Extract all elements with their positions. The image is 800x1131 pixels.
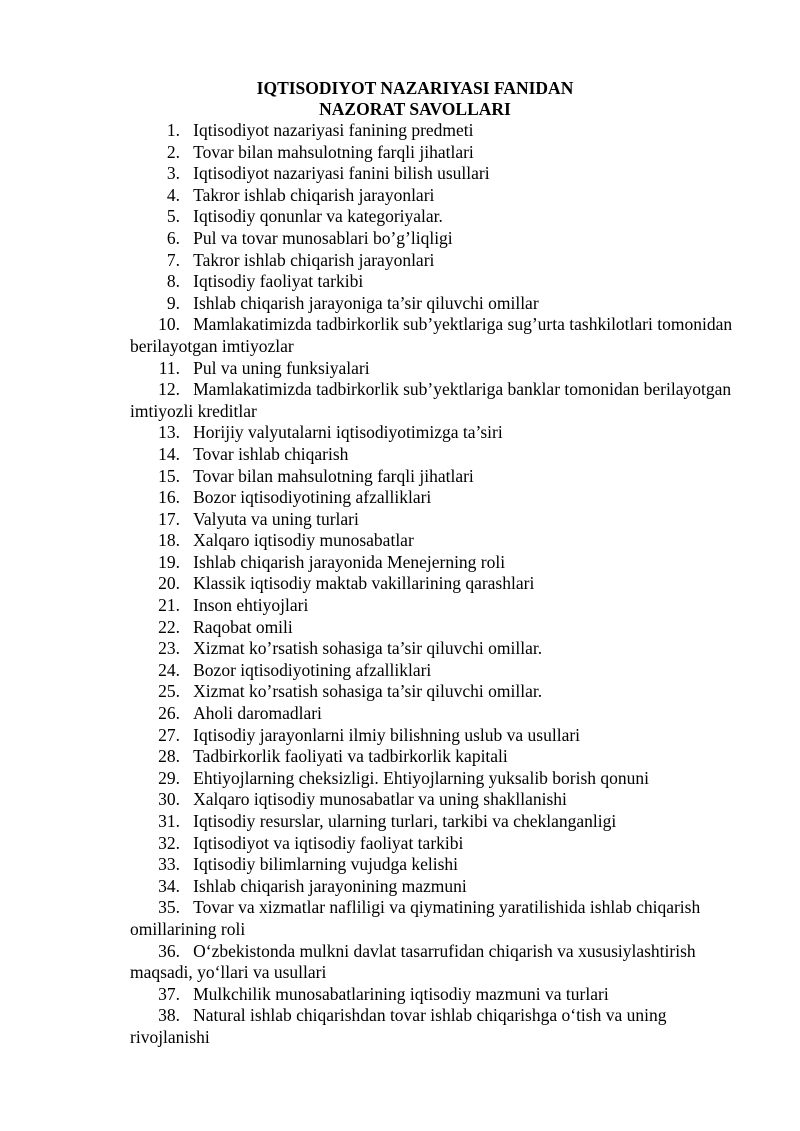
- question-text: Ehtiyojlarning cheksizligi. Ehtiyojlarning yuksalib borish qonuni: [193, 767, 650, 788]
- question-number: 11.: [158, 357, 180, 378]
- number-gap: [180, 185, 193, 205]
- number-gap: [180, 789, 193, 809]
- question-item: [130, 314, 750, 357]
- question-text: Ishlab chiqarish jarayonining mazmuni: [193, 875, 467, 896]
- question-item: [130, 1005, 750, 1048]
- question-number: 37.: [158, 983, 180, 1004]
- question-item: [130, 552, 750, 574]
- question-item: [130, 789, 750, 811]
- question-list: [130, 120, 750, 1049]
- number-gap: [180, 1005, 193, 1025]
- question-item: [130, 746, 750, 768]
- question-item: [130, 185, 750, 207]
- number-gap: [180, 703, 193, 723]
- question-number: 19.: [158, 551, 180, 572]
- number-gap: [180, 811, 193, 831]
- question-item: [130, 379, 750, 422]
- question-number: 10.: [158, 314, 180, 335]
- question-text: Iqtisodiy qonunlar va kategoriyalar.: [193, 206, 443, 227]
- number-gap: [180, 530, 193, 550]
- question-text: Iqtisodiy bilimlarning vujudga kelishi: [193, 854, 459, 875]
- number-gap: [180, 466, 193, 486]
- number-gap: [180, 854, 193, 874]
- question-number: 23.: [158, 638, 180, 659]
- question-text: Klassik iqtisodiy maktab vakillarining qarashlari: [193, 573, 535, 594]
- question-text: Raqobat omili: [193, 616, 293, 637]
- question-text: Valyuta va uning turlari: [193, 508, 359, 529]
- question-number: 31.: [158, 811, 180, 831]
- question-item: [130, 941, 750, 984]
- question-text: Inson ehtiyojlari: [193, 595, 309, 616]
- question-number: 8.: [166, 271, 180, 292]
- question-number: 28.: [158, 746, 180, 767]
- question-item: [130, 876, 750, 898]
- question-number: 6.: [166, 227, 180, 248]
- question-number: 21.: [158, 595, 180, 616]
- question-item: [130, 530, 750, 552]
- question-item: [130, 897, 750, 940]
- question-item: [130, 466, 750, 488]
- question-number: 1.: [166, 120, 180, 140]
- question-item: [130, 120, 750, 142]
- question-item: [130, 703, 750, 725]
- number-gap: [180, 120, 193, 140]
- question-text: Xalqaro iqtisodiy munosabatlar: [193, 530, 414, 551]
- question-text: Mamlakatimizda tadbirkorlik sub’yektlariga banklar tomonidan berilayotgan imtiyozli kreditlar: [130, 379, 732, 421]
- question-item: [130, 768, 750, 790]
- number-gap: [180, 358, 193, 378]
- question-number: 25.: [158, 681, 180, 702]
- number-gap: [180, 833, 193, 853]
- question-number: 4.: [166, 184, 180, 205]
- question-text: Natural ishlab chiqarishdan tovar ishlab chiqarishga o‘tish va uning rivojlanishi: [130, 1005, 667, 1047]
- question-item: [130, 833, 750, 855]
- number-gap: [180, 681, 193, 701]
- question-item: [130, 487, 750, 509]
- question-number: 17.: [158, 508, 180, 529]
- question-item: [130, 638, 750, 660]
- number-gap: [180, 271, 193, 291]
- question-number: 16.: [158, 487, 180, 508]
- number-gap: [180, 487, 193, 507]
- question-number: 9.: [166, 292, 180, 313]
- title-line-1: IQTISODIYOT NAZARIYASI FANIDAN: [256, 78, 574, 98]
- question-number: 18.: [158, 530, 180, 551]
- question-item: [130, 206, 750, 228]
- question-text: Xizmat ko’rsatish sohasiga ta’sir qiluvchi omillar.: [193, 681, 543, 702]
- question-number: 35.: [158, 897, 180, 918]
- question-item: [130, 660, 750, 682]
- question-text: Pul va tovar munosablari bo’g’liqligi: [193, 227, 453, 248]
- question-number: 29.: [158, 767, 180, 788]
- question-number: 12.: [158, 379, 180, 400]
- document-title: [0, 78, 800, 120]
- question-text: Tadbirkorlik faoliyati va tadbirkorlik kapitali: [193, 746, 508, 767]
- question-number: 22.: [158, 616, 180, 637]
- question-number: 24.: [158, 659, 180, 680]
- question-text: Iqtisodiy faoliyat tarkibi: [193, 271, 364, 292]
- question-number: 15.: [158, 465, 180, 486]
- question-text: Mamlakatimizda tadbirkorlik sub’yektlariga sug’urta tashkilotlari tomonidan berilayotgan imtiyozlar: [130, 314, 733, 356]
- question-item: [130, 811, 750, 833]
- question-item: [130, 509, 750, 531]
- number-gap: [180, 595, 193, 615]
- question-text: Xalqaro iqtisodiy munosabatlar va uning shakllanishi: [193, 789, 567, 810]
- title-line-2: NAZORAT SAVOLLARI: [319, 99, 511, 119]
- question-text: Iqtisodiyot nazariyasi fanining predmeti: [193, 120, 474, 140]
- question-item: [130, 250, 750, 272]
- number-gap: [180, 206, 193, 226]
- question-number: 26.: [158, 703, 180, 724]
- question-item: [130, 854, 750, 876]
- question-number: 30.: [158, 789, 180, 810]
- number-gap: [180, 142, 193, 162]
- question-number: 20.: [158, 573, 180, 594]
- question-number: 36.: [158, 940, 180, 961]
- question-text: Tovar bilan mahsulotning farqli jihatlari: [193, 141, 474, 162]
- number-gap: [180, 876, 193, 896]
- question-item: [130, 228, 750, 250]
- number-gap: [180, 293, 193, 313]
- question-number: 2.: [166, 141, 180, 162]
- number-gap: [180, 941, 193, 961]
- number-gap: [180, 422, 193, 442]
- question-text: Iqtisodiyot va iqtisodiy faoliyat tarkibi: [193, 832, 464, 853]
- question-text: Aholi daromadlari: [193, 703, 322, 724]
- question-number: 3.: [166, 163, 180, 184]
- number-gap: [180, 444, 193, 464]
- question-text: Ishlab chiqarish jarayonida Menejerning roli: [193, 551, 506, 572]
- number-gap: [180, 984, 193, 1004]
- number-gap: [180, 617, 193, 637]
- question-text: Takror ishlab chiqarish jarayonlari: [193, 249, 435, 270]
- question-item: [130, 617, 750, 639]
- question-item: [130, 358, 750, 380]
- question-number: 5.: [166, 206, 180, 227]
- question-text: Xizmat ko’rsatish sohasiga ta’sir qiluvchi omillar.: [193, 638, 543, 659]
- question-number: 34.: [158, 875, 180, 896]
- number-gap: [180, 897, 193, 917]
- question-item: [130, 444, 750, 466]
- question-number: 33.: [158, 854, 180, 875]
- question-item: [130, 725, 750, 747]
- question-item: [130, 681, 750, 703]
- question-text: Iqtisodiy jarayonlarni ilmiy bilishning uslub va usullari: [193, 724, 581, 745]
- question-number: 27.: [158, 724, 180, 745]
- question-item: [130, 293, 750, 315]
- question-text: Iqtisodiyot nazariyasi fanini bilish usullari: [193, 163, 490, 184]
- number-gap: [180, 314, 193, 334]
- question-number: 14.: [158, 443, 180, 464]
- question-text: Tovar ishlab chiqarish: [193, 443, 349, 464]
- question-item: [130, 573, 750, 595]
- question-item: [130, 163, 750, 185]
- number-gap: [180, 163, 193, 183]
- question-number: 7.: [166, 249, 180, 270]
- number-gap: [180, 638, 193, 658]
- number-gap: [180, 573, 193, 593]
- number-gap: [180, 250, 193, 270]
- question-item: [130, 984, 750, 1006]
- question-number: 32.: [158, 832, 180, 853]
- question-item: [130, 271, 750, 293]
- question-text: O‘zbekistonda mulkni davlat tasarrufidan chiqarish va xususiylashtirish maqsadi, yo‘llari va usullari: [130, 940, 696, 983]
- question-text: Bozor iqtisodiyotining afzalliklari: [193, 659, 432, 680]
- number-gap: [180, 768, 193, 788]
- question-item: [130, 422, 750, 444]
- question-item: [130, 595, 750, 617]
- question-item: [130, 142, 750, 164]
- question-text: Tovar bilan mahsulotning farqli jihatlari: [193, 465, 474, 486]
- question-number: 38.: [158, 1005, 180, 1026]
- number-gap: [180, 660, 193, 680]
- question-number: 13.: [158, 422, 180, 443]
- question-text: Bozor iqtisodiyotining afzalliklari: [193, 487, 432, 508]
- question-text: Iqtisodiy resurslar, ularning turlari, tarkibi va cheklanganligi: [193, 811, 617, 831]
- number-gap: [180, 746, 193, 766]
- question-text: Tovar va xizmatlar nafliligi va qiymatining yaratilishida ishlab chiqarish omillarining roli: [130, 897, 701, 939]
- question-text: Pul va uning funksiyalari: [193, 357, 370, 378]
- number-gap: [180, 379, 193, 399]
- question-text: Takror ishlab chiqarish jarayonlari: [193, 184, 435, 205]
- question-text: Mulkchilik munosabatlarining iqtisodiy mazmuni va turlari: [193, 983, 609, 1004]
- question-text: Ishlab chiqarish jarayoniga ta’sir qiluvchi omillar: [193, 292, 539, 313]
- number-gap: [180, 552, 193, 572]
- number-gap: [180, 509, 193, 529]
- question-text: Horijiy valyutalarni iqtisodiyotimizga ta’siri: [193, 422, 503, 443]
- number-gap: [180, 228, 193, 248]
- number-gap: [180, 725, 193, 745]
